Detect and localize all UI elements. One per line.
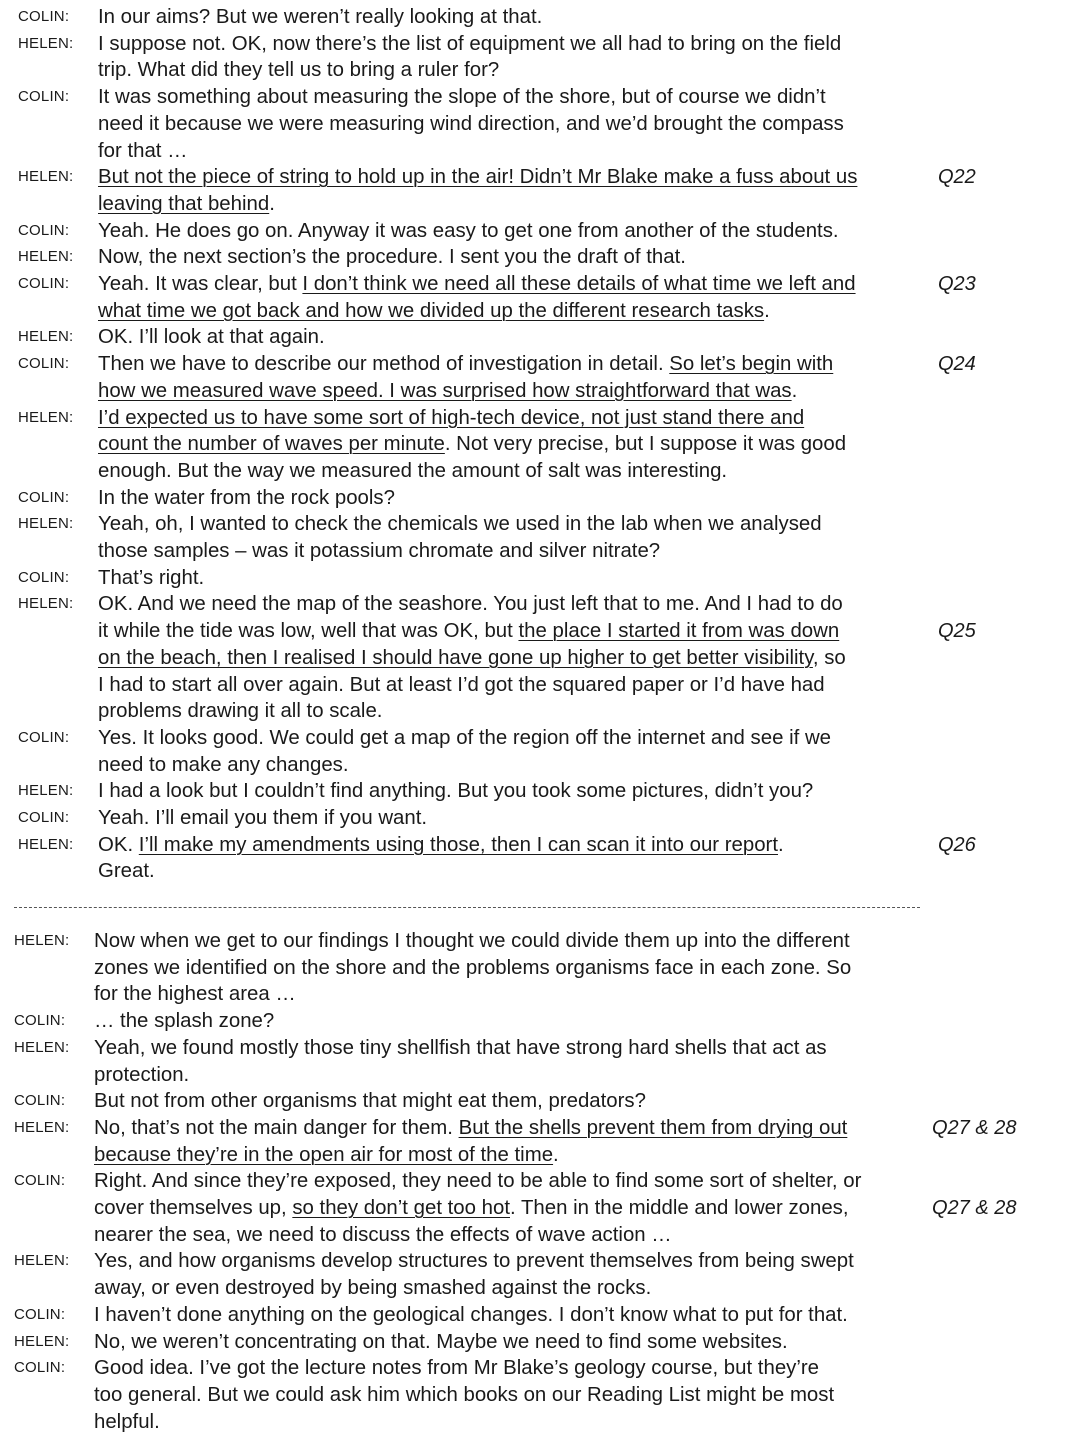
dialogue-line [98,858,155,885]
dialogue-line [94,1062,189,1089]
question-marker: Q23 [938,273,976,295]
dialogue-text: … the splash zone? [94,1010,275,1033]
speaker-label: COLIN: [14,1012,66,1030]
dialogue-line [98,111,844,138]
dialogue-text: No, that’s not the main danger for them. [94,1116,459,1139]
dialogue-text: I had a look but I couldn’t find anything. But you took some pictures, didn’t you? [98,780,814,803]
speaker-label: HELEN: [18,782,74,800]
dialogue-text: OK. [98,833,139,856]
speaker-label: COLIN: [18,488,70,506]
dialogue-line [98,485,395,512]
underlined-answer-text: But not the piece of string to hold up in the air! Didn’t Mr Blake make a fuss about us [98,166,858,189]
speaker-label: COLIN: [18,221,70,239]
dialogue-line [94,1222,672,1249]
dialogue-text: Yeah. I’ll email you them if you want. [98,807,428,829]
dialogue-text: But not from other organisms that might eat them, predators? [94,1090,646,1113]
dialogue-line [94,928,850,955]
underlined-answer-text: leaving that behind [98,192,270,215]
dialogue-line [98,538,660,565]
underlined-answer-text: what time we got back and how we divided up the different research tasks [98,299,765,322]
dialogue-line [98,431,846,458]
speaker-label: COLIN: [14,1305,66,1323]
dialogue-text: . [269,192,275,215]
dialogue-line [94,1302,848,1329]
underlined-answer-text: So let’s begin with [669,353,834,376]
dialogue-line [98,271,856,298]
question-marker: Q27 & 28 [932,1197,1017,1219]
dialogue-line [94,981,296,1008]
dialogue-line [98,832,784,859]
speaker-label: HELEN: [18,248,74,266]
dialogue-line [98,31,841,58]
dialogue-line [98,405,804,432]
dialogue-line [94,955,851,982]
dialogue-text: Now, the next section’s the procedure. I sent you the draft of that. [98,246,686,269]
speaker-label: COLIN: [18,728,70,746]
dialogue-text: No, we weren’t concentrating on that. Maybe we need to find some websites. [94,1330,788,1353]
dialogue-line [98,324,325,351]
dialogue-text: Yeah, we found mostly those tiny shellfish that have strong hard shells that act as [94,1036,827,1059]
speaker-label: HELEN: [18,595,74,613]
dialogue-line [98,511,822,538]
dialogue-text: Then we have to describe our method of investigation in detail. [98,353,670,376]
dialogue-line [94,1329,788,1356]
dialogue-line [98,591,843,618]
speaker-label: COLIN: [18,355,70,373]
dialogue-text: OK. I’ll look at that again. [98,326,325,349]
dialogue-text: for the highest area … [94,983,296,1006]
dialogue-line [94,1008,274,1035]
dialogue-text: enough. But the way we measured the amount of salt was interesting. [98,459,728,482]
dialogue-text: helpful. [94,1410,160,1433]
dialogue-line [98,4,542,31]
dialogue-line [98,645,846,672]
underlined-answer-text: I don’t think we need all these details of what time we left and [302,273,856,295]
dialogue-line [98,752,349,779]
speaker-label: HELEN: [18,328,74,346]
dialogue-line [98,805,427,832]
dialogue-line [94,1409,160,1436]
dialogue-line [94,1382,834,1409]
underlined-answer-text: But the shells prevent them from drying out [458,1116,848,1139]
dialogue-text: Now when we get to our findings I thought we could divide them up into the different [94,930,850,952]
dialogue-text: I had to start all over again. But at least I’d got the squared paper or I’d have had [98,673,825,696]
speaker-label: HELEN: [18,515,74,533]
dialogue-line [98,672,825,699]
dialogue-line [94,1035,827,1062]
dialogue-line [98,138,188,165]
underlined-answer-text: I’d expected us to have some sort of high-tech device, not just stand there and [98,406,805,429]
dialogue-line [98,164,857,191]
underlined-answer-text: because they’re in the open air for most of the time [94,1143,554,1166]
dialogue-text: Yes, and how organisms develop structures to prevent themselves from being swept [94,1250,854,1273]
underlined-answer-text: I’ll make my amendments using those, then I can scan it into our report [138,833,779,856]
speaker-label: HELEN: [18,835,74,853]
dialogue-line [94,1275,651,1302]
dialogue-text: I suppose not. OK, now there’s the list of equipment we all had to bring on the field [98,32,842,55]
question-marker: Q22 [938,166,976,189]
speaker-label: HELEN: [18,408,74,426]
dialogue-text: OK. And we need the map of the seashore. You just left that to me. And I had to do [98,593,843,616]
underlined-answer-text: how we measured wave speed. I was surprised how straightforward that was [98,379,792,402]
speaker-label: COLIN: [18,275,70,292]
speaker-label: COLIN: [14,1172,66,1190]
dialogue-line [98,778,813,805]
speaker-label: HELEN: [14,1252,70,1270]
dialogue-text: need it because we were measuring wind direction, and we’d brought the compass [98,112,844,135]
dialogue-text: Yeah, oh, I wanted to check the chemicals we used in the lab when we analysed [98,513,822,536]
dialogue-text: away, or even destroyed by being smashed against the rocks. [94,1277,652,1300]
dialogue-text: zones we identified on the shore and the problems organisms face in each zone. So [94,956,852,979]
dialogue-text: . [791,379,798,402]
dialogue-line [94,1142,559,1169]
question-marker: Q25 [938,620,976,643]
speaker-label: HELEN: [14,932,70,949]
dialogue-line [98,84,826,111]
dialogue-line [98,298,770,325]
speaker-label: HELEN: [14,1332,70,1350]
underlined-answer-text: count the number of waves per minute [98,433,445,456]
dialogue-text: . [764,299,770,322]
dialogue-text: . [553,1143,559,1166]
dialogue-text: those samples – was it potassium chromate and silver nitrate? [98,540,661,562]
dialogue-text: protection. [94,1063,190,1086]
dialogue-line [98,698,382,725]
section-divider [14,907,920,908]
dialogue-text: problems drawing it all to scale. [98,700,383,723]
speaker-label: HELEN: [18,168,74,186]
dialogue-line [98,351,833,378]
dialogue-text: for that … [98,139,188,162]
speaker-label: COLIN: [18,8,70,25]
dialogue-line [94,1115,847,1142]
dialogue-text: In the water from the rock pools? [98,486,395,509]
speaker-label: COLIN: [14,1359,66,1377]
dialogue-line [94,1168,861,1195]
speaker-label: COLIN: [18,568,70,586]
dialogue-text: , so [812,646,846,669]
speaker-label: COLIN: [18,809,70,826]
speaker-label: HELEN: [14,1038,70,1056]
dialogue-line [98,218,839,245]
dialogue-line [98,618,839,645]
speaker-label: HELEN: [18,34,74,52]
dialogue-text: Yes. It looks good. We could get a map of the region off the internet and see if we [98,726,832,749]
dialogue-text: cover themselves up, [94,1197,293,1219]
dialogue-text: nearer the sea, we need to discuss the effects of wave action … [94,1223,672,1246]
dialogue-text: I haven’t done anything on the geological changes. I don’t know what to put for that. [94,1303,848,1326]
dialogue-line [98,458,727,485]
dialogue-text: trip. What did they tell us to bring a ruler for? [98,59,500,82]
question-marker: Q26 [938,833,976,856]
dialogue-text: . Then in the middle and lower zones, [510,1197,849,1219]
dialogue-line [98,565,204,592]
dialogue-line [98,57,499,84]
dialogue-text: need to make any changes. [98,753,349,776]
dialogue-text: In our aims? But we weren’t really looking at that. [98,6,543,28]
underlined-answer-text: on the beach, then I realised I should have gone up higher to get better visibility [98,646,813,669]
speaker-label: COLIN: [18,88,70,106]
dialogue-text: too general. But we could ask him which books on our Reading List might be most [94,1383,835,1406]
dialogue-text: Right. And since they’re exposed, they need to be able to find some sort of shelter, or [94,1170,862,1193]
dialogue-line [98,725,831,752]
dialogue-text: That’s right. [98,566,205,589]
dialogue-line [94,1248,854,1275]
dialogue-text: Great. [98,860,155,883]
speaker-label: HELEN: [14,1118,70,1136]
question-marker: Q24 [938,353,976,376]
dialogue-text: . [778,833,784,856]
dialogue-text: Good idea. I’ve got the lecture notes from Mr Blake’s geology course, but they’re [94,1357,820,1380]
speaker-label: COLIN: [14,1092,66,1110]
underlined-answer-text: the place I started it from was down [518,620,840,643]
dialogue-text: Yeah. It was clear, but [98,273,303,295]
dialogue-text: It was something about measuring the slope of the shore, but of course we didn’t [98,86,826,109]
question-marker: Q27 & 28 [932,1116,1017,1139]
dialogue-line [94,1355,819,1382]
underlined-answer-text: so they don’t get too hot [292,1197,510,1219]
dialogue-line [98,191,275,218]
dialogue-line [98,378,797,405]
dialogue-line [94,1088,646,1115]
dialogue-line [94,1195,849,1222]
dialogue-text: it while the tide was low, well that was OK, but [98,620,519,643]
dialogue-line [98,244,686,271]
dialogue-text: Yeah. He does go on. Anyway it was easy to get one from another of the students. [98,219,839,242]
dialogue-text: . Not very precise, but I suppose it was good [444,433,847,456]
